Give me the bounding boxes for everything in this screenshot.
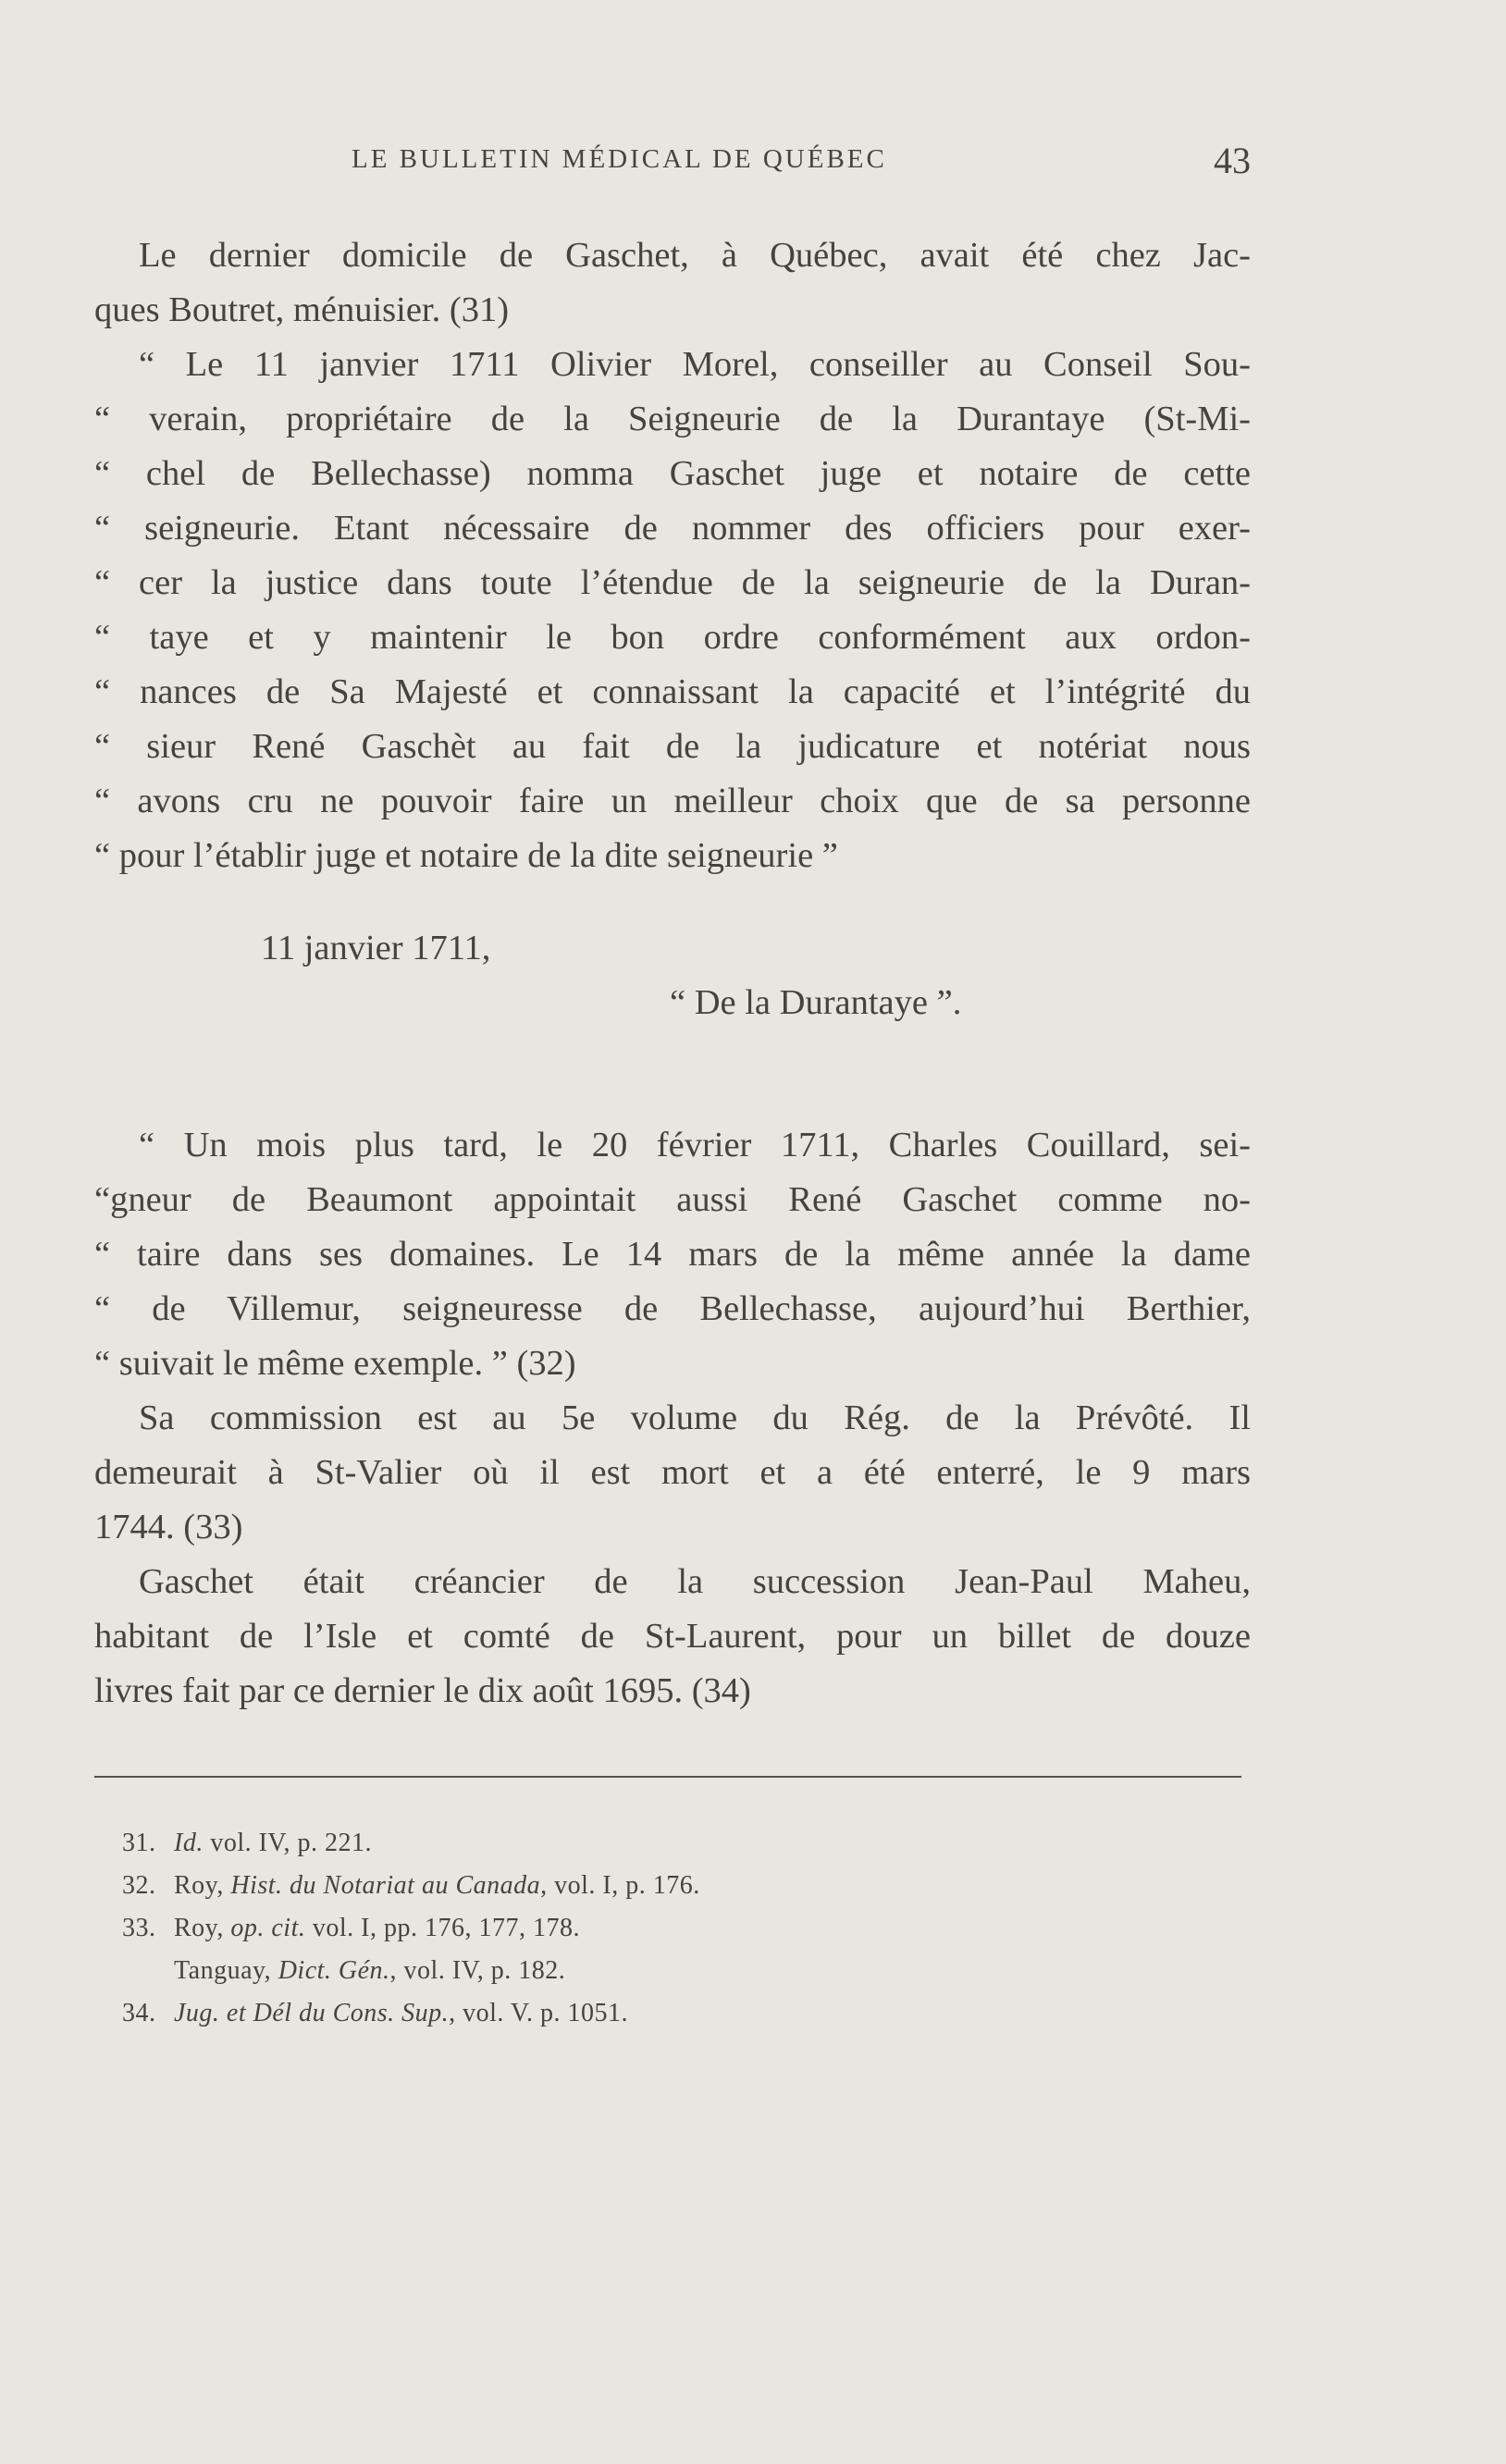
text-line: 1744. (33) — [94, 1508, 243, 1546]
footnote-reference: , vol. IV, p. 182. — [389, 1956, 566, 1985]
body-text — [94, 228, 1251, 1719]
text-line: “ verain, propriétaire de la Seigneurie de la Durantaye (St-Mi- — [94, 400, 1251, 438]
text-line: “ pour l’établir juge et notaire de la dite seigneurie ” — [94, 836, 838, 875]
footnote-title: Hist. du Notariat au Canada, — [230, 1871, 548, 1900]
footnote-number: 33. — [122, 1914, 156, 1942]
text-line: livres fait par ce dernier le dix août 1695. (34) — [94, 1671, 751, 1710]
footnote-number: 34. — [122, 1999, 156, 2027]
footnote-reference: , vol. V. p. 1051. — [449, 1999, 629, 2027]
text-line: “ avons cru ne pouvoir faire un meilleur choix que de sa personne — [94, 782, 1251, 820]
text-line: “ de Villemur, seigneuresse de Bellechasse, aujourd’hui Berthier, — [94, 1289, 1251, 1328]
text-line: “ Un mois plus tard, le 20 février 1711, Charles Couillard, sei- — [139, 1126, 1251, 1164]
footnote-item — [122, 1992, 1186, 2035]
footnote-author: Roy, — [174, 1914, 231, 1942]
text-line: “ suivait le même exemple. ” (32) — [94, 1344, 576, 1383]
running-head: LE BULLETIN MÉDICAL DE QUÉBEC — [352, 144, 887, 174]
text-line: “ taye et y maintenir le bon ordre conformément aux ordon- — [94, 618, 1251, 657]
footnote-author: Tanguay, — [174, 1956, 278, 1985]
footnote-item — [122, 1822, 1186, 1865]
page-header — [94, 139, 1251, 194]
text-line: “ sieur René Gaschèt au fait de la judicature et notériat nous — [94, 727, 1251, 766]
footnotes — [122, 1822, 1186, 2035]
footnote-number: 32. — [122, 1871, 156, 1900]
text-line: habitant de l’Isle et comté de St-Laurent, pour un billet de douze — [94, 1617, 1251, 1656]
footnote-divider — [94, 1776, 1241, 1778]
footnote-reference: vol. I, pp. 176, 177, 178. — [305, 1914, 580, 1942]
paragraph-group-2 — [94, 1118, 1251, 1719]
text-line: “gneur de Beaumont appointait aussi René Gaschet comme no- — [94, 1180, 1251, 1219]
footnote-item — [122, 1907, 1186, 1950]
text-line: “ seigneurie. Etant nécessaire de nommer des officiers pour exer- — [94, 509, 1251, 548]
text-line: Le dernier domicile de Gaschet, à Québec, avait été chez Jac- — [139, 236, 1251, 275]
text-line: ques Boutret, ménuisier. (31) — [94, 290, 510, 329]
footnote-title: Id. — [174, 1829, 204, 1857]
footnote-item — [122, 1865, 1186, 1907]
footnote-reference: vol. I, p. 176. — [547, 1871, 700, 1900]
quote-signature: “ De la Durantaye ”. — [670, 983, 962, 1022]
page-number: 43 — [1214, 140, 1251, 181]
text-line: “ cer la justice dans toute l’étendue de la seigneurie de la Duran- — [94, 563, 1251, 602]
paragraph-group-1 — [94, 228, 1251, 883]
text-line: “ nances de Sa Majesté et connaissant la capacité et l’intégrité du — [94, 672, 1251, 711]
footnote-title: op. cit. — [230, 1914, 306, 1942]
text-line: “ chel de Bellechasse) nomma Gaschet juge et notaire de cette — [94, 454, 1251, 493]
footnote-author: Roy, — [174, 1871, 231, 1900]
quote-date: 11 janvier 1711, — [261, 929, 491, 967]
text-line: “ Le 11 janvier 1711 Olivier Morel, conseiller au Conseil Sou- — [139, 345, 1251, 384]
text-line: Sa commission est au 5e volume du Rég. de la Prévôté. Il — [139, 1398, 1251, 1437]
text-line: “ taire dans ses domaines. Le 14 mars de la même année la dame — [94, 1235, 1251, 1274]
footnote-number: 31. — [122, 1829, 156, 1857]
footnote-reference: vol. IV, p. 221. — [203, 1829, 373, 1857]
footnote-item — [122, 1950, 1186, 1992]
text-line: Gaschet était créancier de la succession Jean-Paul Maheu, — [139, 1562, 1251, 1601]
footnote-title: Dict. Gén. — [278, 1956, 390, 1985]
footnote-title: Jug. et Dél du Cons. Sup. — [174, 1999, 450, 2027]
text-line: demeurait à St-Valier où il est mort et a été enterré, le 9 mars — [94, 1453, 1251, 1492]
